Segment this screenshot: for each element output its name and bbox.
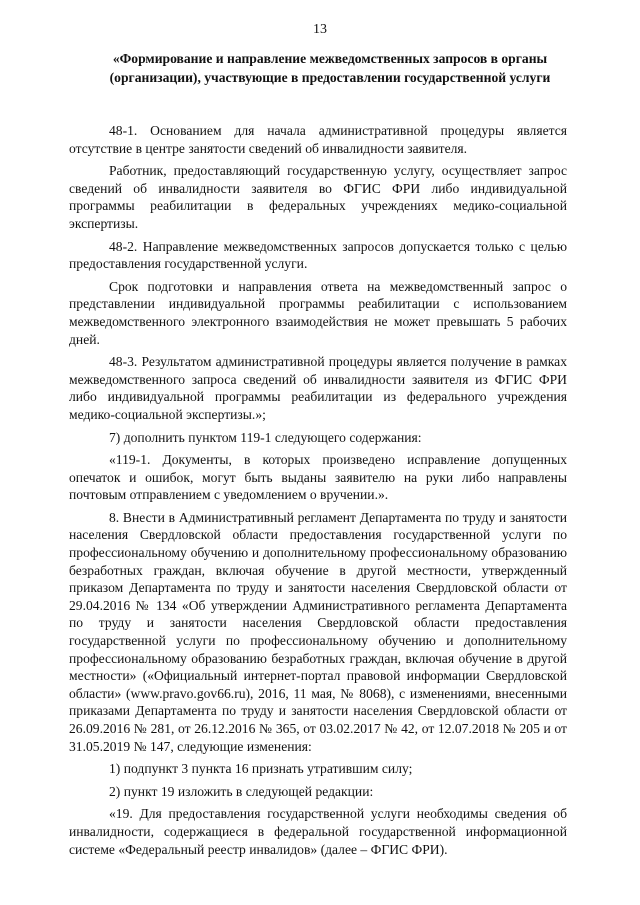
paragraph: «119-1. Документы, в которых произведено исправление допущенных опечаток и ошибок, могут быть выданы заявителю на руки либо направлены почтовым отправлением с уведомлением о вручении.». [69,452,567,503]
paragraph: 1) подпункт 3 пункта 16 признать утратившим силу; [109,761,413,777]
paragraph: Срок подготовки и направления ответа на межведомственный запрос о представлении индивидуальной программы реабилитации с использованием межведомственного электронного взаимодействия не может превышать 5 рабочих дней. [69,278,567,347]
paragraph: 7) дополнить пунктом 119-1 следующего содержания: [109,429,422,445]
body-text [69,122,567,858]
page-number: 13 [313,22,327,37]
paragraph: Работник, предоставляющий государственную услугу, осуществляет запрос сведений об инвалидности заявителя во ФГИС ФРИ либо индивидуальной программы реабилитации в федеральных учреждениях медико-социальной экспертизы. [69,163,567,231]
paragraph: 48-1. Основанием для начала административной процедуры является отсутствие в центре занятости сведений об инвалидности заявителя. [69,123,567,156]
section-heading: «Формирование и направление межведомственных запросов в органы (организации), участвующие в предоставлении государственной услуги [109,51,551,85]
paragraph: 48-2. Направление межведомственных запросов допускается только с целью предоставления государственной услуги. [69,238,567,272]
paragraph: 2) пункт 19 изложить в следующей редакции: [109,783,374,799]
paragraph: 8. Внести в Административный регламент Департамента по труду и занятости населения Свердловской области предоставления государственной услуги по профессиональному обучению и дополнительному профессиональному образованию безработных граждан, включая обучение в другой местности, утвержденный приказом Департамента по труду и занятости населения Свердловской области от 29.04.2016 № 134 «Об утверждении Административного регламента Департамента по труду и занятости населения Свердловской области предоставления государственной услуги по профессиональному обучению и дополнительному профессиональному образованию безработных граждан, включая обучение в другой местности» («Официальный интернет-портал правовой информации Свердловской области» (www.pravo.gov66.ru), 2016, 11 мая, № 8068), с изменениями, внесенными приказами Департамента по труду и занятости населения Свердловской области от 26.09.2016 № 281, от 26.12.2016 № 365, от 03.02.2017 № 42, от 12.07.2018 № 205 и от 31.05.2019 № 147, следующие изменения: [69,509,567,754]
paragraph: «19. Для предоставления государственной услуги необходимы сведения об инвалидности, содержащиеся в федеральной государственной информационной системе «Федеральный реестр инвалидов» (далее – ФГИС ФРИ). [69,806,567,857]
paragraph: 48-3. Результатом административной процедуры является получение в рамках межведомственного запроса сведений об инвалидности заявителя из ФГИС ФРИ либо индивидуальной программы реабилитации из федерального учреждения медико-социальной экспертизы.»; [69,354,567,422]
